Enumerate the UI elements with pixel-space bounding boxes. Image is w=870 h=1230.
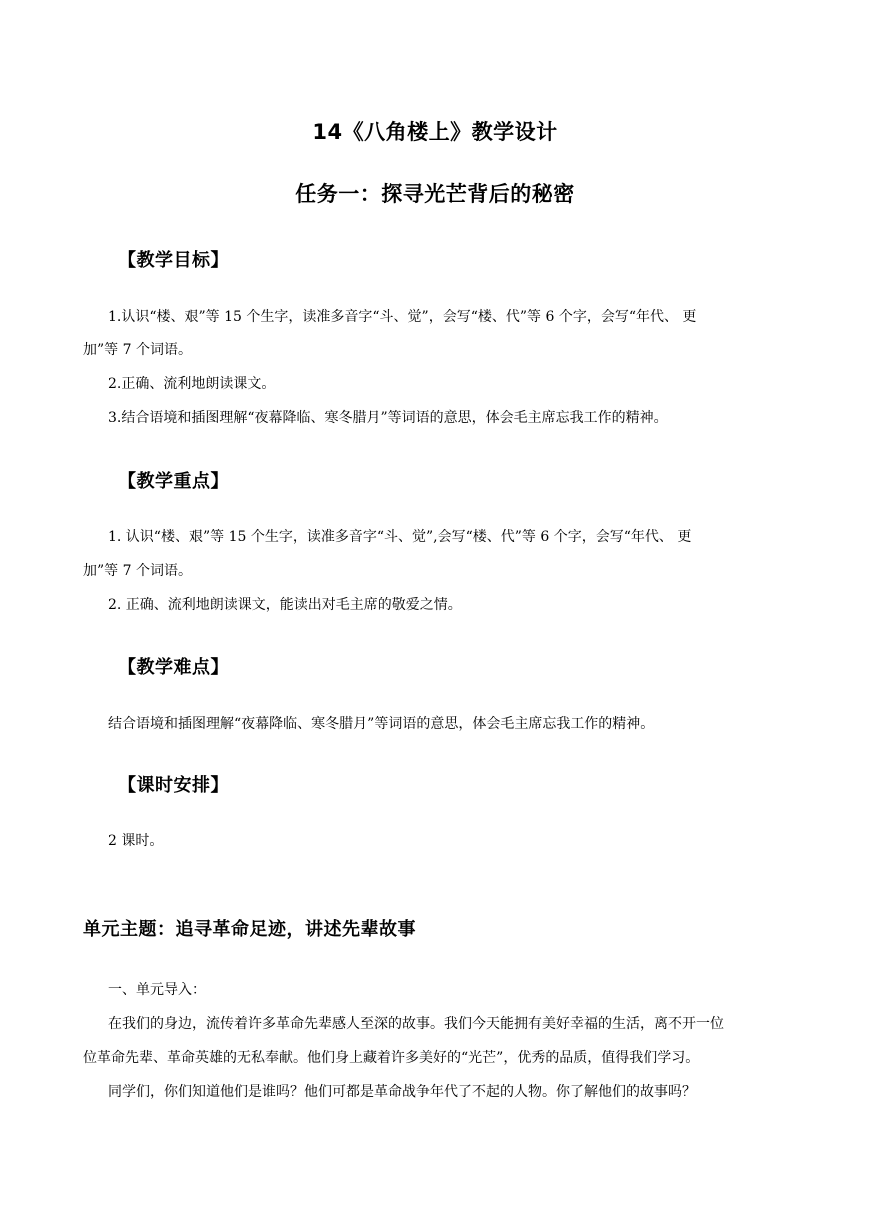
objectives-heading: 【教学目标】: [118, 250, 229, 271]
unit-para-2: 同学们，你们知道他们是谁吗？他们可都是革命战争年代了不起的人物。你了解他们的故事吗？: [108, 1084, 696, 1100]
unit-para-1-line-2: 位革命先辈、革命英雄的无私奉献。他们身上藏着许多美好的“光芒”，优秀的品质，值得我们学习。: [83, 1050, 700, 1066]
schedule-text: 2 课时。: [108, 833, 164, 849]
objective-item-2: 2.正确、流利地朗读课文。: [108, 376, 276, 392]
document-title: 14《八角楼上》教学设计: [312, 120, 558, 144]
difficulties-text: 结合语境和插图理解“夜幕降临、寒冬腊月”等词语的意思，体会毛主席忘我工作的精神。: [108, 716, 655, 732]
difficulties-heading: 【教学难点】: [118, 657, 229, 678]
schedule-heading: 【课时安排】: [118, 775, 229, 796]
unit-intro-label: 一、单元导入：: [108, 982, 206, 998]
objective-item-1-line-2: 加”等 7 个词语。: [83, 342, 192, 358]
unit-para-1-line-1: 在我们的身边，流传着许多革命先辈感人至深的故事。我们今天能拥有美好幸福的生活，离不开一位: [108, 1016, 724, 1032]
objective-item-3: 3.结合语境和插图理解“夜幕降临、寒冬腊月”等词语的意思，体会毛主席忘我工作的精神。: [108, 410, 668, 426]
key-point-item-1-line-2: 加”等 7 个词语。: [83, 563, 192, 579]
key-points-heading: 【教学重点】: [118, 471, 229, 492]
unit-theme-title: 单元主题：追寻革命足迹，讲述先辈故事: [83, 919, 416, 940]
key-point-item-2: 2. 正确、流利地朗读课文，能读出对毛主席的敬爱之情。: [108, 597, 462, 613]
task-subtitle: 任务一：探寻光芒背后的秘密: [295, 182, 575, 206]
key-point-item-1-line-1: 1. 认识“楼、艰”等 15 个生字，读准多音字“斗、觉”,会写“楼、代”等 6 个字，会写“年代、 更: [108, 529, 692, 545]
objective-item-1-line-1: 1.认识“楼、艰”等 15 个生字，读准多音字“斗、觉”，会写“楼、代”等 6 个字，会写“年代、 更: [108, 309, 697, 325]
